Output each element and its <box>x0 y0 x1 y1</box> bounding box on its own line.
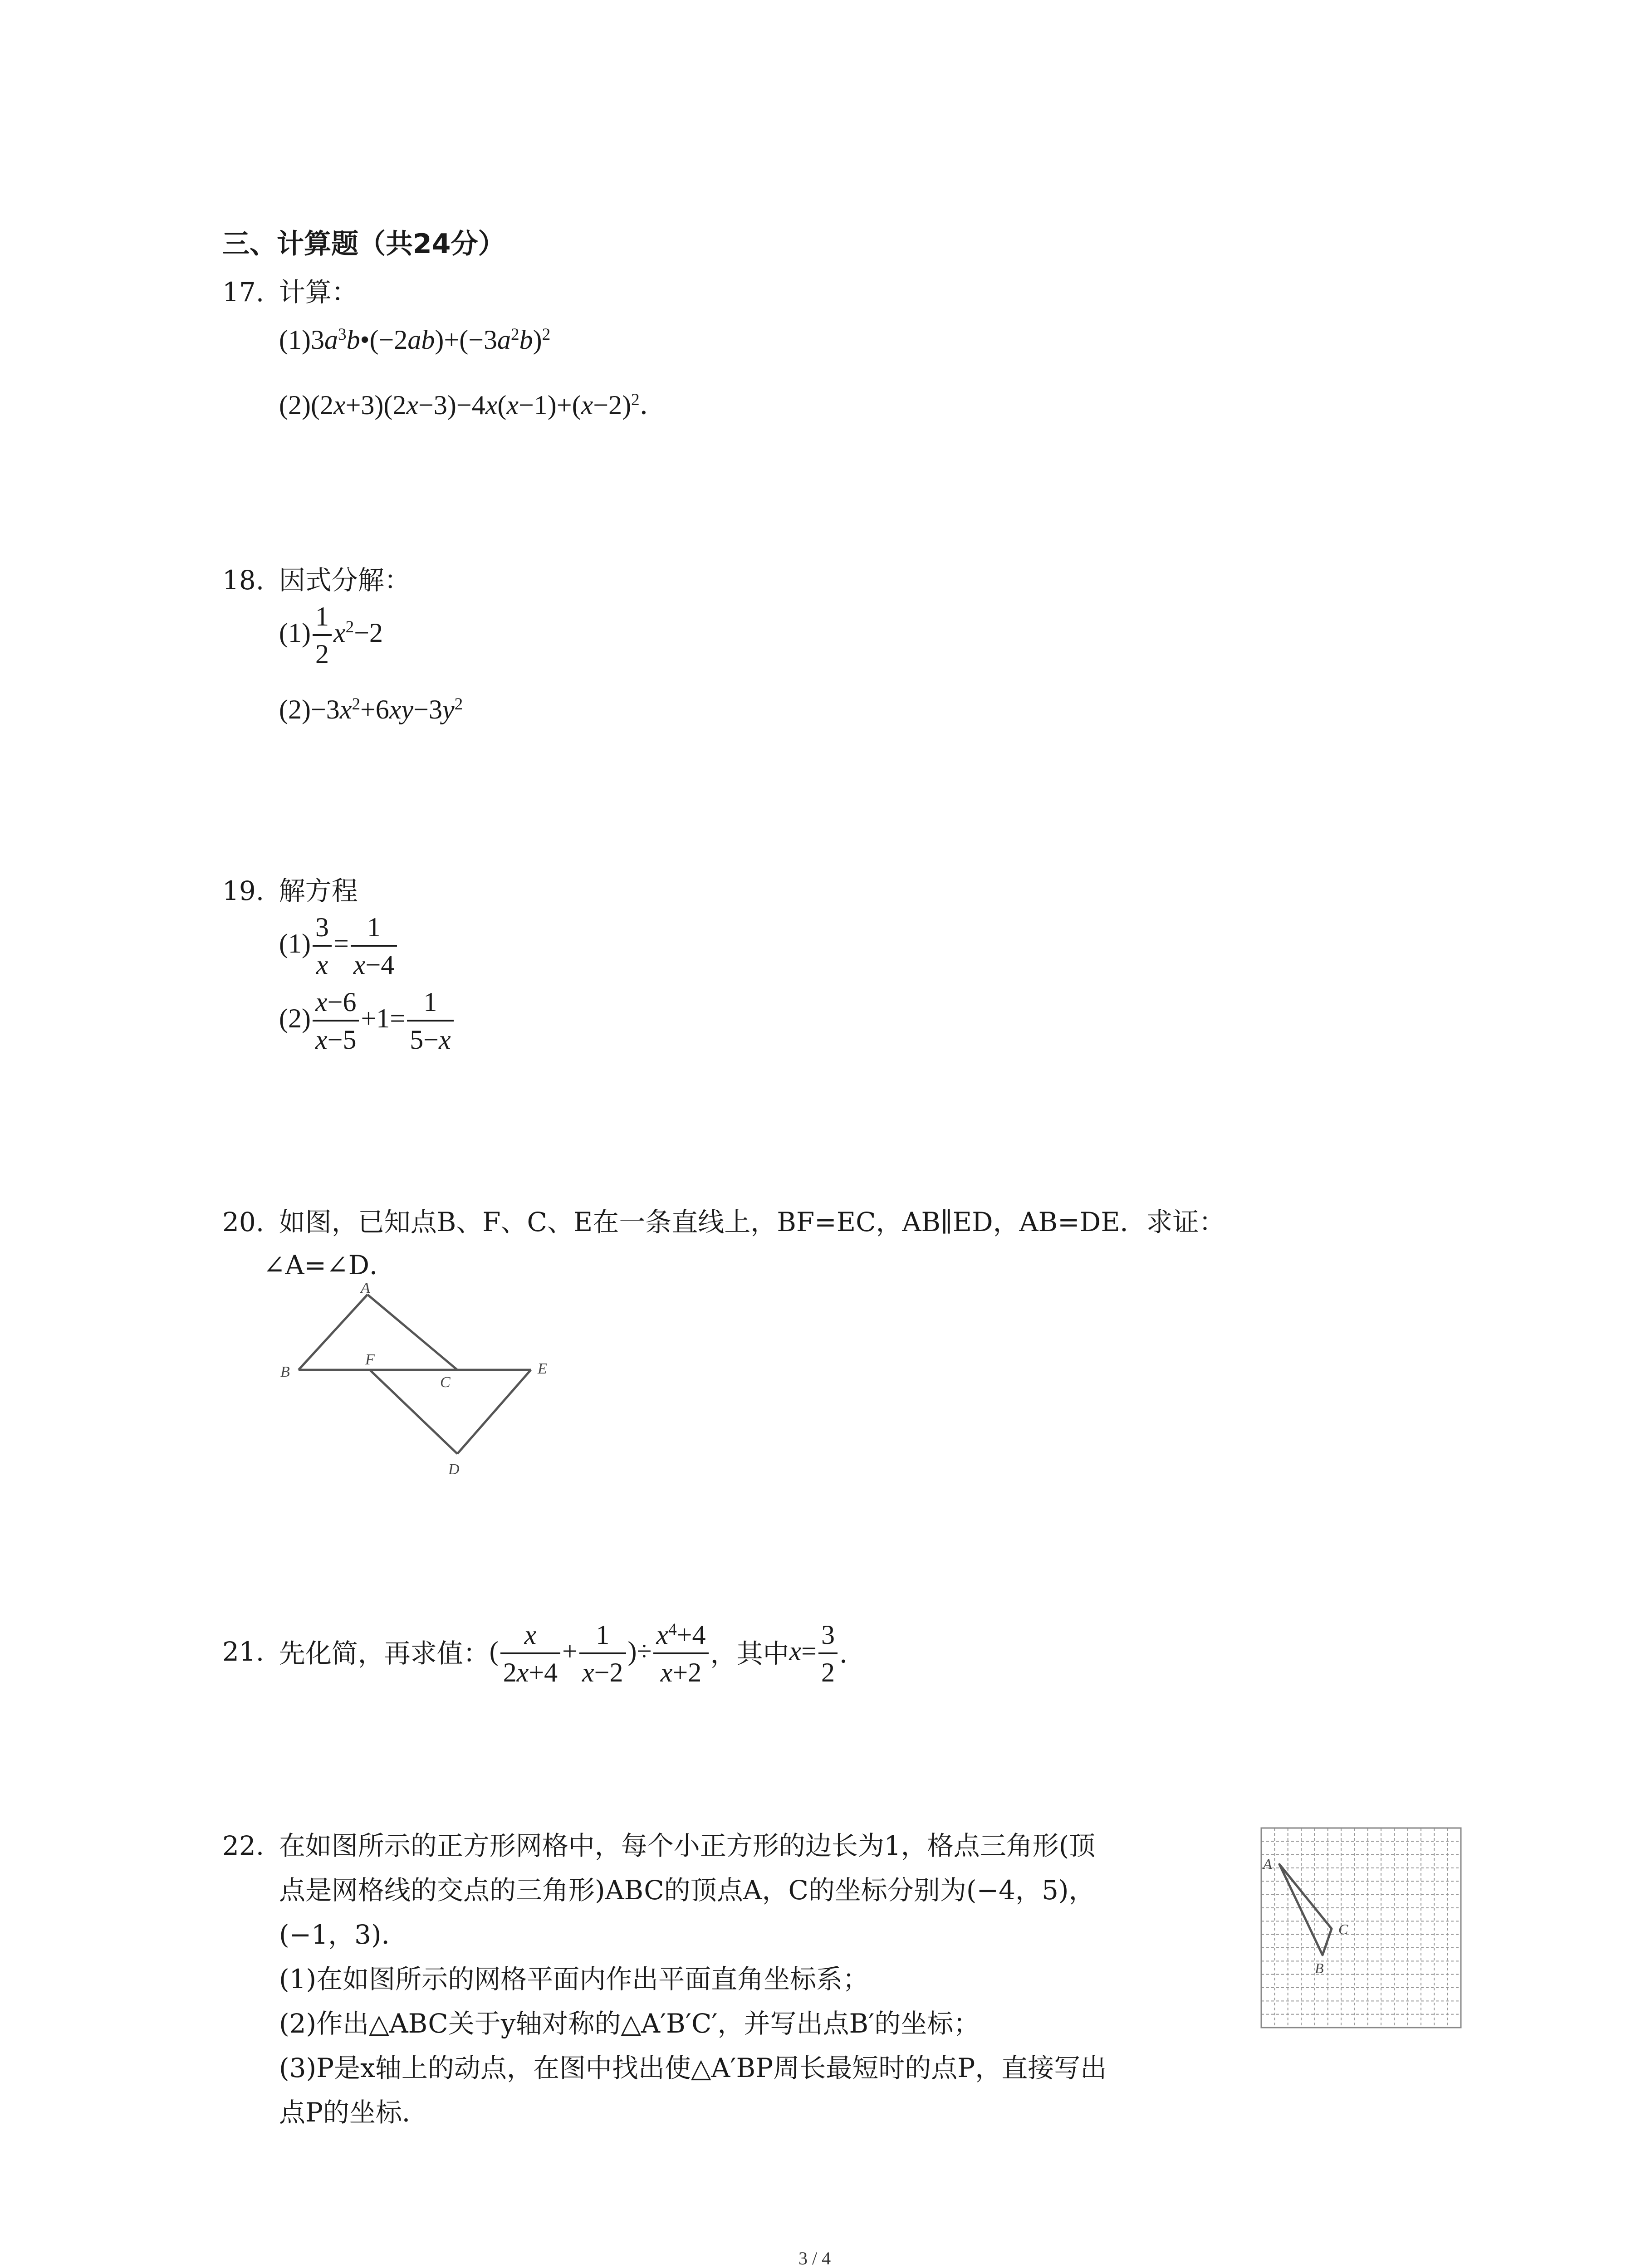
question-stem: 如图，已知点B、F、C、E在一条直线上，BF=EC，AB∥ED，AB=DE．求证： <box>279 1207 1225 1237</box>
question-number: 19. <box>222 875 265 906</box>
fraction: $\frac{3}{x}$ <box>313 912 332 981</box>
label-b: B <box>280 1364 290 1380</box>
fraction: $\frac{1}{x-4}$ <box>351 912 397 981</box>
fraction: $\frac{x}{2x+4}$ <box>500 1619 560 1688</box>
question-number: 20. <box>222 1207 265 1237</box>
segment-de <box>457 1370 531 1454</box>
question-22-line-3: (−1，3)． <box>279 1919 408 1950</box>
q19-part-2: (2) $\frac{x-6}{x-5}$ +1= $\frac{1}{5-x}$ <box>279 987 456 1056</box>
question-22 <box>222 1830 1096 1861</box>
question-stem: 计算： <box>279 277 358 308</box>
label-c: C <box>440 1374 451 1391</box>
q22-grid-figure <box>1257 1823 1465 2032</box>
segment-ab <box>299 1295 367 1370</box>
section-title: 三、计算题（共24分） <box>222 228 505 260</box>
fraction: $\frac{x^4+4}{x+2}$ <box>653 1619 708 1688</box>
question-20 <box>222 1209 1225 1235</box>
label-e: E <box>538 1360 547 1377</box>
label-f: F <box>365 1351 375 1368</box>
fraction: $\frac{1}{x-2}$ <box>579 1619 626 1688</box>
page-number: 3 / 4 <box>798 2248 831 2268</box>
fraction: $\frac{3}{2}$ <box>818 1619 838 1688</box>
question-stem: 先化简，再求值： <box>279 1638 490 1669</box>
label-a: A <box>361 1280 370 1296</box>
q17-part-2: $(2)(2x+3)(2x-3)-4x(x-1)+(x-2)^2$． <box>279 390 667 420</box>
question-18 <box>222 565 411 596</box>
question-number: 17. <box>222 277 265 308</box>
question-19 <box>222 875 358 906</box>
question-22-line-7: 点P的坐标． <box>279 2097 429 2128</box>
question-stem: 解方程 <box>279 875 358 906</box>
question-20-line-2: ∠A=∠D． <box>263 1250 396 1281</box>
question-22-line-2: 点是网格线的交点的三角形)ABC的顶点A，C的坐标分别为(−4，5)， <box>279 1875 1095 1906</box>
question-number: 18. <box>222 565 265 596</box>
question-22-part-3: (3)P是x轴上的动点，在图中找出使△A′BP周长最短时的点P，直接写出 <box>279 2053 1107 2083</box>
q19-part-1: (1) $\frac{3}{x}$ = $\frac{1}{x-4}$ <box>279 912 399 981</box>
label-c: C <box>1338 1921 1348 1937</box>
fraction: $\frac{1}{5-x}$ <box>407 987 453 1056</box>
question-number: 22. <box>222 1830 265 1861</box>
triangle-abc <box>1279 1864 1332 1955</box>
question-21: 21. 先化简，再求值：( $\frac{x}{2x+4}$ + $\frac{1}{x-2}$ )÷ $\frac{x^4+4}{x+2}$ ，其中x= $\frac{3}{2}$ ． <box>222 1620 866 1687</box>
question-17 <box>222 277 358 308</box>
q18-part-1: (1) $\frac{1}{2}$ $x^2-2$ <box>279 601 383 669</box>
label-a: A <box>1263 1856 1272 1872</box>
fraction: $\frac{1}{2}$ <box>313 601 332 670</box>
label-b: B <box>1315 1960 1324 1976</box>
fraction: $\frac{x-6}{x-5}$ <box>313 987 359 1056</box>
question-number: 21. <box>222 1636 265 1667</box>
question-stem: 因式分解： <box>279 565 411 596</box>
question-22-part-1: (1)在如图所示的网格平面内作出平面直角坐标系； <box>279 1964 869 1994</box>
q18-part-2: $(2)-3x^2+6xy-3y^2$ <box>279 694 463 724</box>
q17-part-1: $(1)3a^3b•(-2ab)+(-3a^2b)^2$ <box>279 325 551 355</box>
segment-ac <box>367 1295 457 1370</box>
label-d: D <box>448 1461 460 1478</box>
question-stem: 在如图所示的正方形网格中，每个小正方形的边长为1，格点三角形(顶 <box>279 1830 1096 1861</box>
grid-border <box>1261 1828 1461 2028</box>
question-22-part-2: (2)作出△ABC关于y轴对称的△A′B′C′，并写出点B′的坐标； <box>279 2008 980 2039</box>
q20-figure <box>272 1279 563 1488</box>
